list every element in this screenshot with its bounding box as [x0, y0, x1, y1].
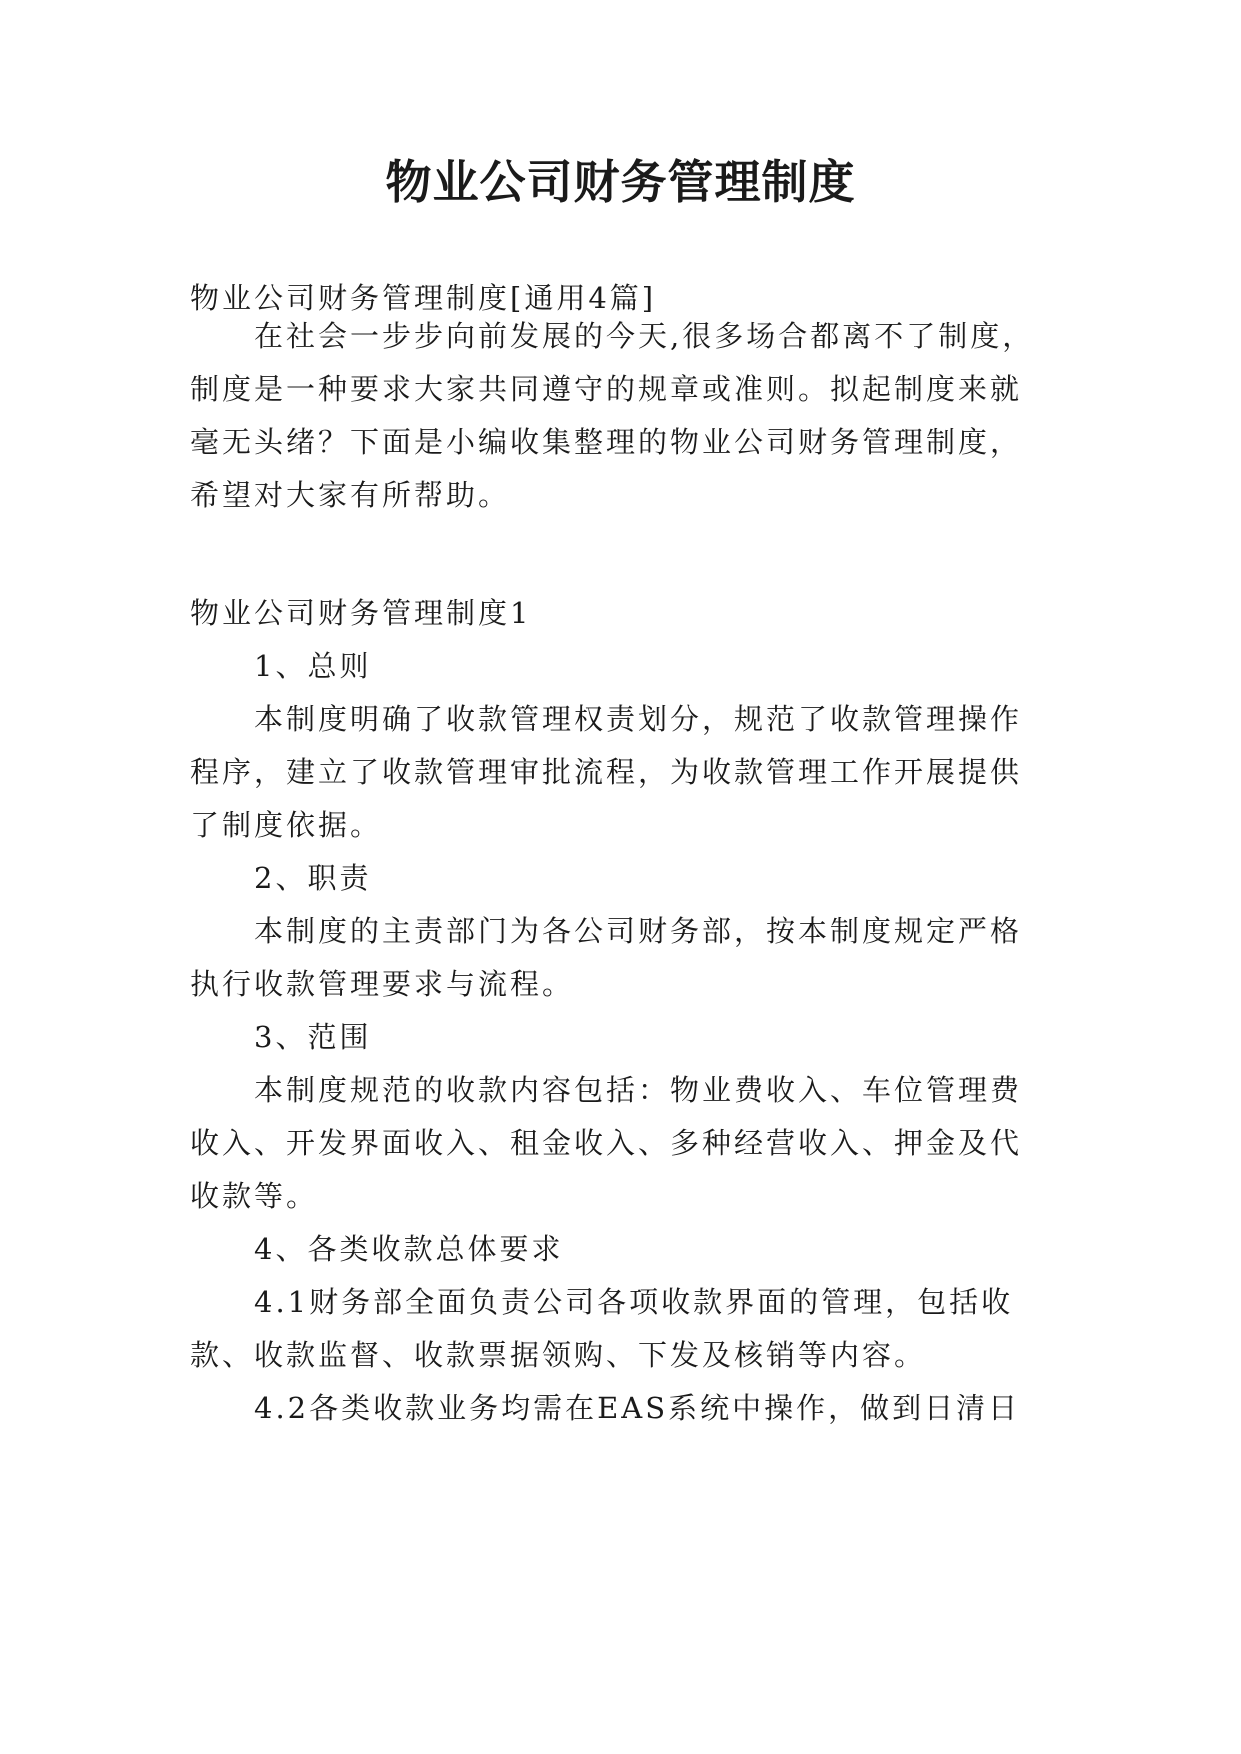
document-title: 物业公司财务管理制度 — [385, 155, 856, 209]
clause-heading: 3、范围 — [254, 1020, 372, 1054]
intro-line: 希望对大家有所帮助。 — [190, 478, 511, 512]
paragraph-line: 收款等。 — [190, 1179, 319, 1213]
paragraph-line: 程序，建立了收款管理审批流程，为收款管理工作开展提供 — [190, 755, 1023, 789]
paragraph-line: 收入、开发界面收入、租金收入、多种经营收入、押金及代 — [190, 1126, 1023, 1160]
clause-heading: 2、职责 — [254, 861, 372, 895]
intro-line: 制度是一种要求大家共同遵守的规章或准则。拟起制度来就 — [190, 372, 1023, 406]
clause-heading: 1、总则 — [254, 649, 372, 683]
intro-line: 在社会一步步向前发展的今天,很多场合都离不了制度， — [254, 319, 1035, 353]
paragraph-line: 4.2各类收款业务均需在EAS系统中操作，做到日清日 — [254, 1391, 1021, 1425]
section-heading: 物业公司财务管理制度1 — [190, 596, 532, 630]
paragraph-line: 4.1财务部全面负责公司各项收款界面的管理，包括收 — [254, 1285, 1014, 1319]
intro-line: 毫无头绪？下面是小编收集整理的物业公司财务管理制度， — [190, 425, 1023, 459]
paragraph-line: 本制度规范的收款内容包括：物业费收入、车位管理费 — [254, 1073, 1023, 1107]
paragraph-line: 执行收款管理要求与流程。 — [190, 967, 575, 1001]
paragraph-line: 本制度明确了收款管理权责划分，规范了收款管理操作 — [254, 702, 1023, 736]
clause-heading: 4、各类收款总体要求 — [254, 1232, 564, 1266]
paragraph-line: 了制度依据。 — [190, 808, 383, 842]
document-subtitle: 物业公司财务管理制度[通用4篇] — [190, 281, 657, 315]
paragraph-line: 款、收款监督、收款票据领购、下发及核销等内容。 — [190, 1338, 927, 1372]
paragraph-line: 本制度的主责部门为各公司财务部，按本制度规定严格 — [254, 914, 1023, 948]
